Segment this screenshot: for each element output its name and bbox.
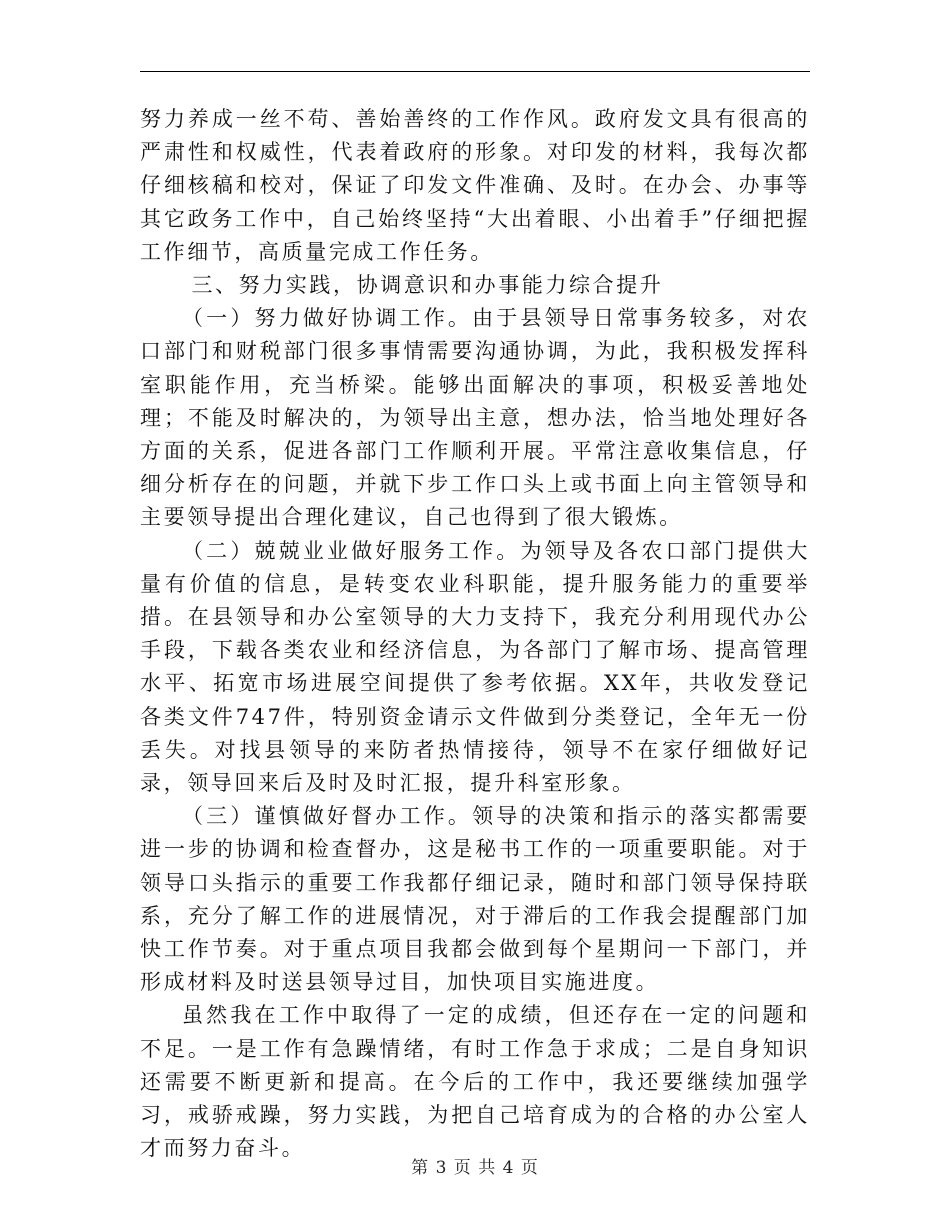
header-rule <box>140 71 810 72</box>
paragraph-coordination: （一）努力做好协调工作。由于县领导日常事务较多，对农口部门和财税部门很多事情需要沟通协调，为此，我积极发挥科室职能作用，充当桥梁。能够出面解决的事项，积极妥善地处理；不能及时解决的，为领导出主意，想办法，恰当地处理好各方面的关系，促进各部门工作顺利开展。平常注意收集信息，仔细分析存在的问题，并就下步工作口头上或书面上向主管领导和主要领导提出合理化建议，自己也得到了很大锻炼。 <box>140 306 810 530</box>
page-number: 第 3 页 共 4 页 <box>411 1158 539 1178</box>
paragraph-service: （二）兢兢业业做好服务工作。为领导及各农口部门提供大量有价值的信息，是转变农业科职能，提升服务能力的重要举措。在县领导和办公室领导的大力支持下，我充分利用现代办公手段，下载各类农业和经济信息，为各部门了解市场、提高管理水平、拓宽市场进展空间提供了参考依据。XX年，共收发登记各类文件747件，特别资金请示文件做到分类登记，全年无一份丢失。对找县领导的来防者热情接待，领导不在家仔细做好记录，领导回来后及时及时汇报，提升科室形象。 <box>140 538 810 796</box>
document-body <box>140 103 810 1166</box>
page-footer <box>0 1153 950 1178</box>
paragraph-continuation: 努力养成一丝不苟、善始善终的工作作风。政府发文具有很高的严肃性和权威性，代表着政府的形象。对印发的材料，我每次都仔细核稿和校对，保证了印发文件准确、及时。在办会、办事等其它政务工作中，自己始终坚持“大出着眼、小出着手”仔细把握工作细节，高质量完成工作任务。 <box>140 107 810 264</box>
paragraph-supervision: （三）谨慎做好督办工作。领导的决策和指示的落实都需要进一步的协调和检查督办，这是秘书工作的一项重要职能。对于领导口头指示的重要工作我都仔细记录，随时和部门领导保持联系，充分了解工作的进展情况，对于滞后的工作我会提醒部门加快工作节奏。对于重点项目我都会做到每个星期问一下部门，并形成材料及时送县领导过目，加快项目实施进度。 <box>140 804 810 995</box>
section-heading: 三、努力实践，协调意识和办事能力综合提升 <box>191 273 664 298</box>
paragraph-conclusion: 虽然我在工作中取得了一定的成绩，但还存在一定的问题和不足。一是工作有急躁情绪，有时工作急于求成；二是自身知识还需要不断更新和提高。在今后的工作中，我还要继续加强学习，戒骄戒躁，努力实践，为把自己培育成为的合格的办公室人才而努力奋斗。 <box>140 1003 810 1161</box>
